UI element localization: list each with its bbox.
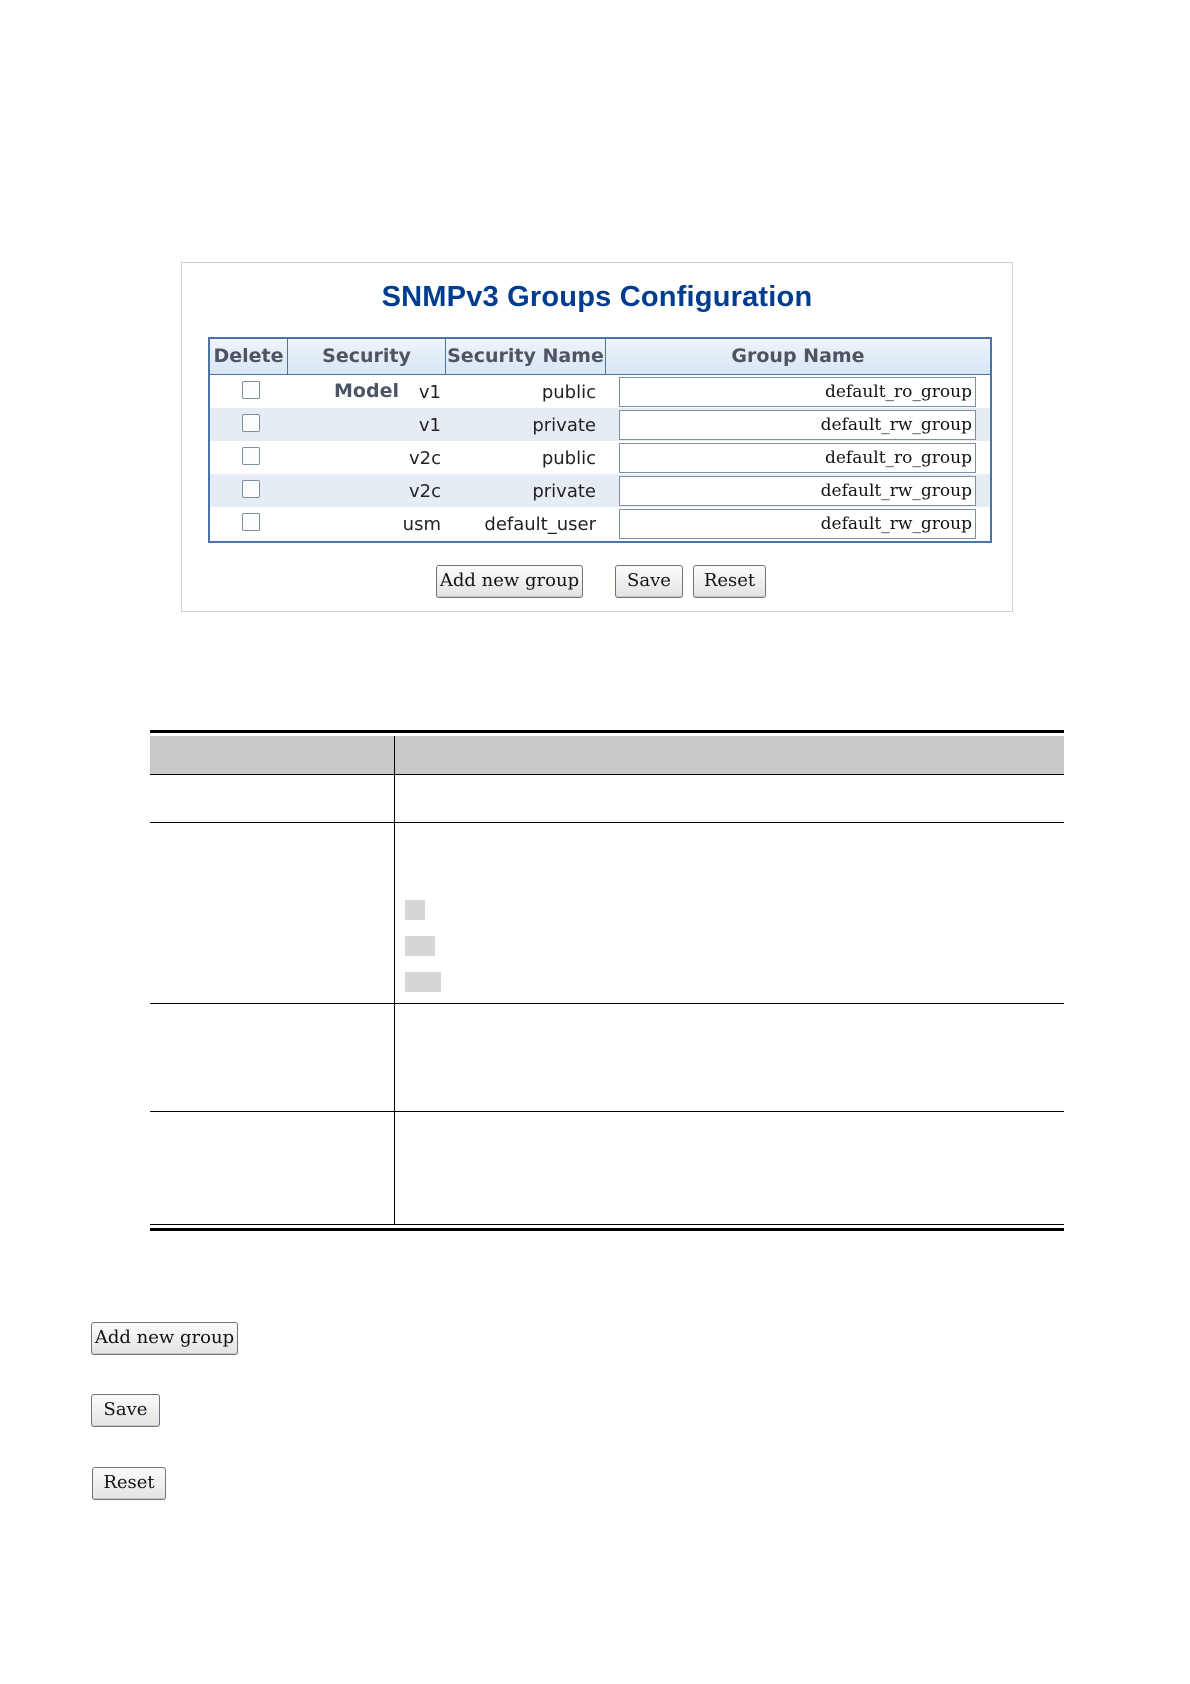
reset-button[interactable]: Reset [693,565,766,598]
group-name-input[interactable]: default_ro_group [619,443,976,473]
row-divider [150,1003,1064,1004]
row-divider [150,774,1064,775]
reset-button[interactable]: Reset [92,1467,166,1500]
column-header-delete: Delete [210,339,288,374]
delete-checkbox[interactable] [242,414,260,432]
table-row [210,375,990,408]
add-new-group-button[interactable]: Add new group [91,1322,238,1355]
delete-checkbox[interactable] [242,513,260,531]
security-model-cell: v2c [408,481,441,502]
group-name-input[interactable]: default_rw_group [619,476,976,506]
group-name-input[interactable]: default_rw_group [619,410,976,440]
security-name-cell: public [541,448,596,469]
delete-checkbox[interactable] [242,480,260,498]
page-title: SNMPv3 Groups Configuration [381,281,813,313]
table-bottom-rule [150,1228,1064,1231]
security-name-cell: public [541,382,596,403]
row-divider [150,822,1064,823]
groups-table [208,337,992,543]
redacted-option [405,972,441,992]
security-name-cell: private [532,415,596,436]
security-name-cell: default_user [484,514,596,535]
row-divider [150,1111,1064,1112]
save-button[interactable]: Save [91,1394,160,1427]
security-model-cell: usm [402,514,441,535]
table-bottom-rule [150,1224,1064,1225]
column-divider [394,736,395,1224]
object-description-table [150,730,1064,1232]
column-header-group-name: Group Name [731,345,865,367]
delete-checkbox[interactable] [242,381,260,399]
column-header-security-name: Security Name [446,339,606,374]
table-row [210,474,990,507]
add-new-group-button[interactable]: Add new group [436,565,583,598]
table-row [210,408,990,441]
column-header-security-model: Security Model [288,339,446,374]
description-table-header [150,736,1064,774]
table-row [210,507,990,540]
redacted-option [405,936,435,956]
group-name-input[interactable]: default_rw_group [619,509,976,539]
security-model-cell: v1 [418,415,441,436]
snmpv3-groups-panel [181,262,1013,612]
security-model-cell: v1 [418,382,441,403]
table-top-rule [150,730,1064,733]
table-row [210,441,990,474]
delete-checkbox[interactable] [242,447,260,465]
save-button[interactable]: Save [615,565,683,598]
security-model-cell: v2c [408,448,441,469]
group-name-input[interactable]: default_ro_group [619,377,976,407]
redacted-option [405,900,425,920]
security-name-cell: private [532,481,596,502]
